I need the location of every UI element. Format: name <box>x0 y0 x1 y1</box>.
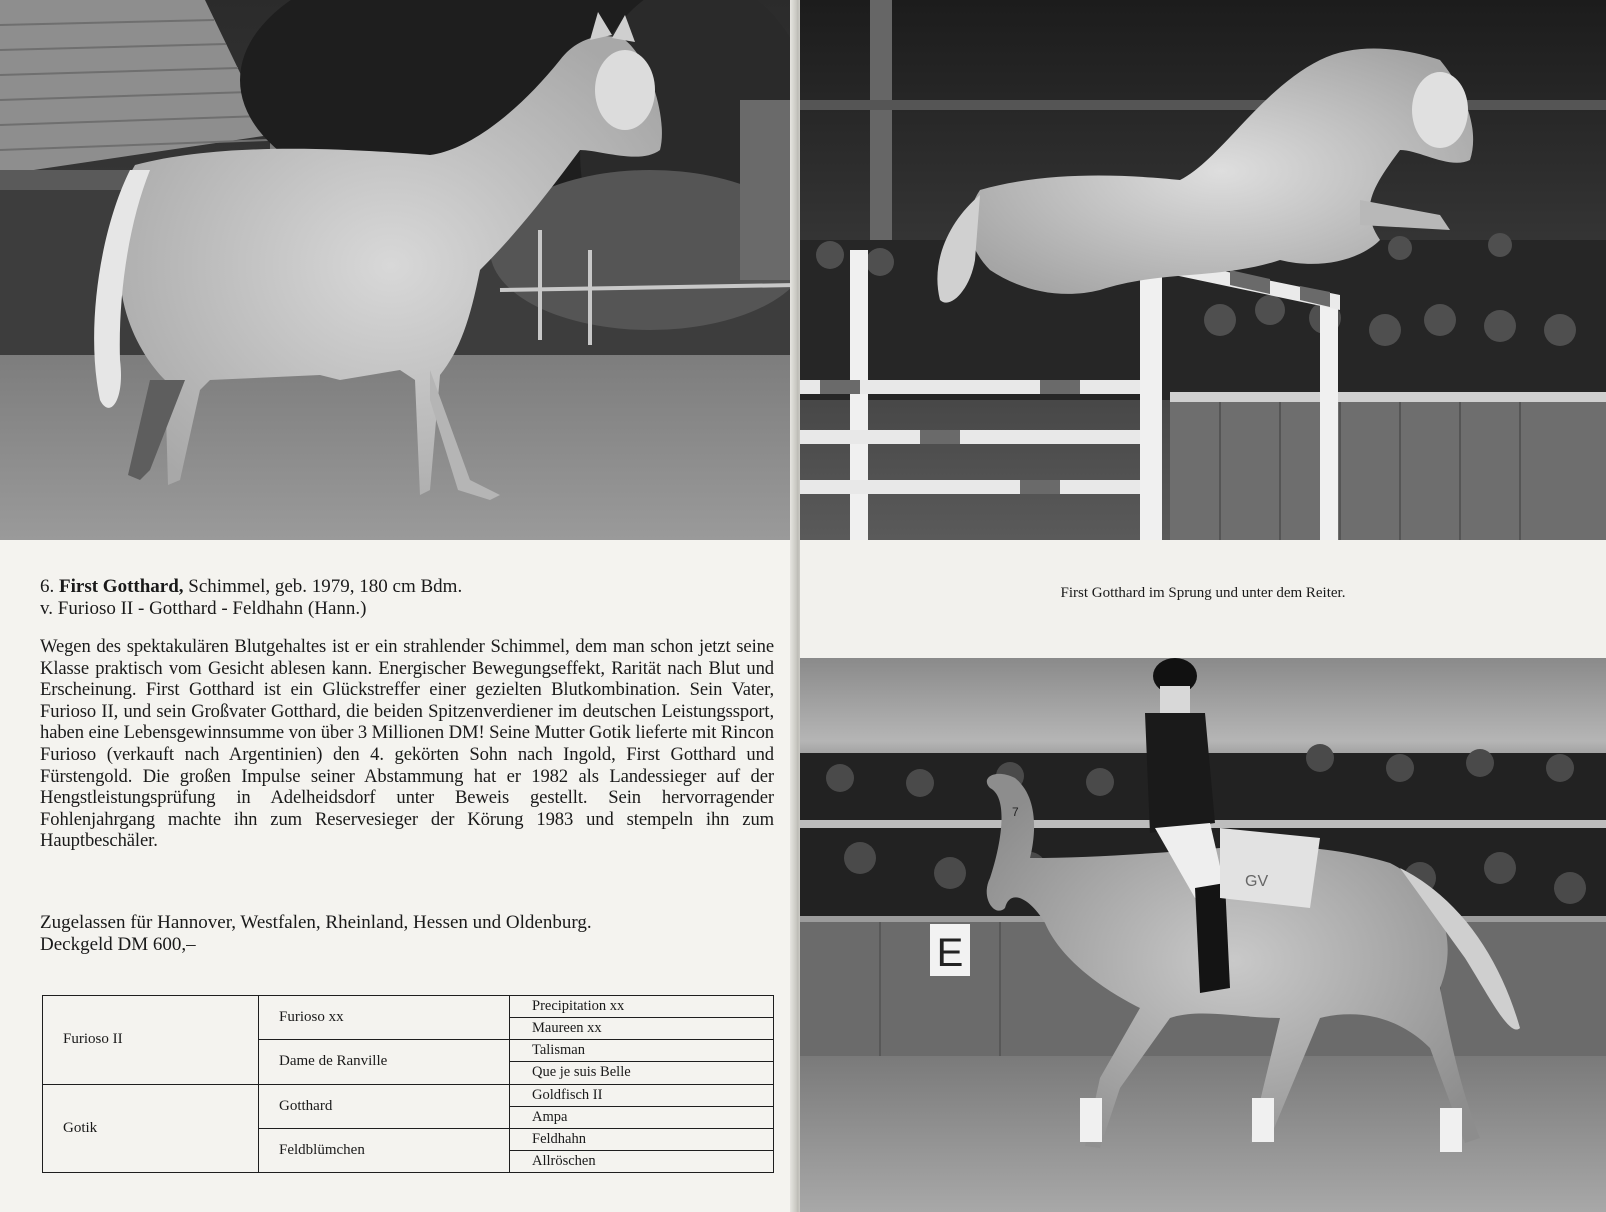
right-page <box>800 0 1606 1212</box>
pedigree-dam: Gotik <box>43 1084 259 1173</box>
pedigree-dam-dam-sire: Feldhahn <box>510 1128 774 1150</box>
approval-info <box>40 912 780 956</box>
ridden-horse-image <box>800 658 1606 1212</box>
pedigree-dam-sire: Gotthard <box>259 1084 510 1128</box>
pedigree-dam-dam: Feldblümchen <box>259 1128 510 1172</box>
entry-number: 6. <box>40 576 55 597</box>
arena-marker-letter: E <box>936 931 964 975</box>
pedigree-table <box>42 995 774 1173</box>
pedigree-dam-sire-sire: Goldfisch II <box>510 1084 774 1106</box>
jumping-horse-photo <box>800 0 1606 540</box>
pedigree-sire-sire-sire: Precipitation xx <box>510 996 774 1018</box>
description-text <box>40 636 774 852</box>
pedigree-dam-dam-dam: Allröschen <box>510 1150 774 1172</box>
pedigree-sire: Furioso II <box>43 996 259 1085</box>
standing-horse-image <box>0 0 796 540</box>
pedigree-line: v. Furioso II - Gotthard - Feldhahn (Hann.) <box>40 598 367 619</box>
pedigree-sire-dam: Dame de Ranville <box>259 1040 510 1084</box>
saddle-pad-text: GV <box>1245 873 1269 890</box>
pedigree-dam-sire-dam: Ampa <box>510 1106 774 1128</box>
approved-regions: Zugelassen für Hannover, Westfalen, Rheinland, Hessen und Oldenburg. <box>40 912 592 933</box>
entry-heading <box>40 576 780 598</box>
pedigree-sire-sire-dam: Maureen xx <box>510 1018 774 1040</box>
ridden-horse-photo <box>800 658 1606 1212</box>
description-paragraph: Wegen des spektakulären Blutgehaltes ist er ein strahlender Schimmel, dem man schon jetzt seine Klasse praktisch vom Gesicht ablesen kann. Energischer Bewegungseffekt, Rarität nach Blut und Erscheinung. First Gotthard ist ein Glückstreffer einer gezielten Blutkombination. Sein Vater, Furioso II, und sein Großvater Gotthard, die beiden Spitzenverdiener im deutschen Leistungssport, haben eine Lebensgewinnsumme von über 3 Millionen DM! Seine Mutter Gotik lieferte mit Rincon Furioso (verkauft nach Argentinien) den 4. gekörten Sohn nach Ingold, First Gotthard und Fürstengold. Die großen Impulse seiner Abstammung hat er 1982 als Landessieger auf der Hengstleistungsprüfung in Adelheidsdorf unter Beweis gestellt. Sein hervorragender Fohlenjahrgang machte ihn zum Reservesieger der Körung 1983 und stempeln ihn zum Hauptbeschäler. <box>40 636 774 852</box>
left-page <box>0 0 796 1212</box>
jumping-horse-image <box>800 0 1606 540</box>
pedigree-sire-sire: Furioso xx <box>259 996 510 1040</box>
bridle-number: 7 <box>1012 805 1019 819</box>
stud-fee: Deckgeld DM 600,– <box>40 934 196 955</box>
saddle-pad-icon <box>1220 828 1320 908</box>
pedigree-sire-dam-dam: Que je suis Belle <box>510 1062 774 1084</box>
standing-horse-photo <box>0 0 796 540</box>
horse-details: Schimmel, geb. 1979, 180 cm Bdm. <box>188 576 463 597</box>
pedigree-sire-dam-sire: Talisman <box>510 1040 774 1062</box>
photo-caption: First Gotthard im Sprung und unter dem Reiter. <box>1060 585 1346 601</box>
horse-name: First Gotthard, <box>59 576 184 597</box>
